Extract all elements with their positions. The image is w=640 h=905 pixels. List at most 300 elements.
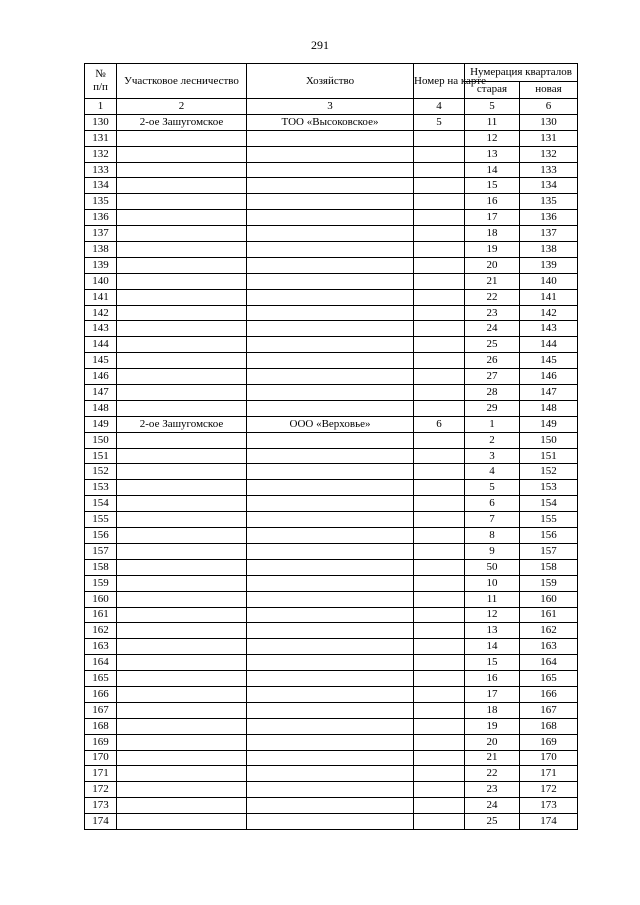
old-quarter-cell: 15 [465,178,520,194]
row-number-cell: 157 [85,543,117,559]
farm-cell [247,448,414,464]
farm-cell [247,226,414,242]
old-quarter-cell: 21 [465,750,520,766]
table-row [85,416,578,432]
farm-cell [247,194,414,210]
old-quarter-cell: 20 [465,734,520,750]
map-number-cell [414,607,465,623]
row-number-cell: 132 [85,146,117,162]
farm-cell [247,512,414,528]
new-quarter-cell: 135 [520,194,578,210]
new-quarter-cell: 137 [520,226,578,242]
table-row [85,321,578,337]
table-row [85,750,578,766]
map-number-cell: 5 [414,114,465,130]
forestry-cell [117,734,247,750]
forestry-cell [117,337,247,353]
forestry-cell [117,671,247,687]
farm-cell [247,718,414,734]
column-index-cell: 1 [85,99,117,115]
new-quarter-cell: 163 [520,639,578,655]
table-row [85,242,578,258]
header-farm-label: Хозяйство [305,74,355,87]
farm-cell [247,575,414,591]
farm-cell [247,607,414,623]
new-quarter-cell: 172 [520,782,578,798]
row-number-cell: 152 [85,464,117,480]
farm-cell [247,257,414,273]
new-quarter-cell: 142 [520,305,578,321]
old-quarter-cell: 24 [465,798,520,814]
farm-cell: ООО «Верховье» [247,416,414,432]
farm-cell [247,273,414,289]
forestry-cell [117,321,247,337]
row-number-cell: 136 [85,210,117,226]
forestry-cell [117,130,247,146]
table-row [85,114,578,130]
farm-cell [247,242,414,258]
forestry-cell [117,798,247,814]
forestry-cell [117,369,247,385]
map-number-cell [414,400,465,416]
forestry-cell [117,814,247,830]
map-number-cell [414,273,465,289]
row-number-cell: 160 [85,591,117,607]
map-number-cell [414,559,465,575]
header-forestry-label: Участковое лесничество [124,74,239,87]
table-row [85,543,578,559]
map-number-cell [414,162,465,178]
row-number-cell: 137 [85,226,117,242]
table-row [85,337,578,353]
old-quarter-cell: 23 [465,782,520,798]
row-number-cell: 144 [85,337,117,353]
column-index-cell: 5 [465,99,520,115]
table-row [85,448,578,464]
farm-cell [247,591,414,607]
farm-cell [247,464,414,480]
new-quarter-cell: 168 [520,718,578,734]
new-quarter-cell: 138 [520,242,578,258]
table-row [85,496,578,512]
new-quarter-cell: 149 [520,416,578,432]
new-quarter-cell: 157 [520,543,578,559]
farm-cell [247,178,414,194]
map-number-cell [414,686,465,702]
old-quarter-cell: 6 [465,496,520,512]
forestry-cell [117,353,247,369]
old-quarter-cell: 17 [465,210,520,226]
old-quarter-cell: 11 [465,114,520,130]
row-number-cell: 171 [85,766,117,782]
map-number-cell [414,257,465,273]
row-number-cell: 173 [85,798,117,814]
new-quarter-cell: 167 [520,702,578,718]
forestry-cell [117,226,247,242]
old-quarter-cell: 25 [465,337,520,353]
map-number-cell [414,591,465,607]
column-index-cell: 6 [520,99,578,115]
table-row [85,575,578,591]
new-quarter-cell: 148 [520,400,578,416]
map-number-cell [414,385,465,401]
table-row [85,782,578,798]
old-quarter-cell: 28 [465,385,520,401]
table-row [85,400,578,416]
map-number-cell [414,369,465,385]
forestry-cell [117,718,247,734]
farm-cell [247,655,414,671]
table-row [85,146,578,162]
forestry-cell [117,543,247,559]
table-row [85,432,578,448]
header-quarter-numbering [465,64,578,82]
old-quarter-cell: 18 [465,226,520,242]
old-quarter-cell: 26 [465,353,520,369]
map-number-cell [414,194,465,210]
row-number-cell: 140 [85,273,117,289]
map-number-cell [414,305,465,321]
row-number-cell: 147 [85,385,117,401]
old-quarter-cell: 5 [465,480,520,496]
row-number-cell: 158 [85,559,117,575]
table-row [85,528,578,544]
table-row [85,353,578,369]
map-number-cell [414,337,465,353]
table-row [85,766,578,782]
old-quarter-cell: 14 [465,639,520,655]
forestry-cell [117,496,247,512]
row-number-cell: 165 [85,671,117,687]
farm-cell [247,543,414,559]
forestry-cell [117,591,247,607]
table-row [85,162,578,178]
farm-cell: ТОО «Высоковское» [247,114,414,130]
old-quarter-cell: 29 [465,400,520,416]
forestry-cell [117,655,247,671]
map-number-cell [414,623,465,639]
map-number-cell [414,782,465,798]
row-number-cell: 130 [85,114,117,130]
farm-cell [247,353,414,369]
row-number-cell: 142 [85,305,117,321]
table-row [85,655,578,671]
header-farm [247,64,414,99]
forestry-cell [117,400,247,416]
map-number-cell [414,130,465,146]
column-index-cell: 4 [414,99,465,115]
old-quarter-cell: 13 [465,146,520,162]
column-index-row [85,99,578,115]
row-number-cell: 172 [85,782,117,798]
new-quarter-cell: 164 [520,655,578,671]
table-row [85,623,578,639]
old-quarter-cell: 14 [465,162,520,178]
table-row [85,639,578,655]
new-quarter-cell: 173 [520,798,578,814]
map-number-cell [414,432,465,448]
table-row [85,480,578,496]
forestry-cell [117,210,247,226]
map-number-cell [414,464,465,480]
old-quarter-cell: 2 [465,432,520,448]
farm-cell [247,385,414,401]
map-number-cell [414,671,465,687]
forestry-cell [117,686,247,702]
header-num [85,64,117,99]
table-row [85,210,578,226]
forestry-cell [117,273,247,289]
new-quarter-cell: 162 [520,623,578,639]
farm-cell [247,639,414,655]
forestry-cell [117,559,247,575]
table-row [85,591,578,607]
map-number-cell [414,750,465,766]
old-quarter-cell: 21 [465,273,520,289]
old-quarter-cell: 12 [465,607,520,623]
row-number-cell: 154 [85,496,117,512]
row-number-cell: 174 [85,814,117,830]
forestry-cell [117,162,247,178]
table-row [85,734,578,750]
forestry-cell [117,623,247,639]
old-quarter-cell: 15 [465,655,520,671]
table-row [85,273,578,289]
new-quarter-cell: 131 [520,130,578,146]
row-number-cell: 156 [85,528,117,544]
forestry-cell [117,702,247,718]
table-body [85,114,578,829]
forestry-cell [117,257,247,273]
map-number-cell [414,734,465,750]
forest-quarters-table [84,63,578,830]
new-quarter-cell: 147 [520,385,578,401]
farm-cell [247,671,414,687]
old-quarter-cell: 9 [465,543,520,559]
map-number-cell [414,146,465,162]
map-number-cell [414,242,465,258]
old-quarter-cell: 17 [465,686,520,702]
new-quarter-cell: 174 [520,814,578,830]
row-number-cell: 159 [85,575,117,591]
map-number-cell [414,702,465,718]
forestry-cell [117,782,247,798]
new-quarter-cell: 144 [520,337,578,353]
old-quarter-cell: 19 [465,242,520,258]
farm-cell [247,782,414,798]
row-number-cell: 138 [85,242,117,258]
farm-cell [247,623,414,639]
map-number-cell [414,496,465,512]
forestry-cell [117,432,247,448]
table-row [85,385,578,401]
row-number-cell: 145 [85,353,117,369]
new-quarter-cell: 151 [520,448,578,464]
row-number-cell: 161 [85,607,117,623]
new-quarter-cell: 160 [520,591,578,607]
row-number-cell: 148 [85,400,117,416]
new-quarter-cell: 134 [520,178,578,194]
new-quarter-cell: 170 [520,750,578,766]
map-number-cell [414,543,465,559]
farm-cell [247,210,414,226]
map-number-cell [414,448,465,464]
farm-cell [247,337,414,353]
new-quarter-cell: 133 [520,162,578,178]
farm-cell [247,130,414,146]
old-quarter-cell: 13 [465,623,520,639]
row-number-cell: 141 [85,289,117,305]
forestry-cell [117,289,247,305]
farm-cell [247,798,414,814]
farm-cell [247,162,414,178]
row-number-cell: 134 [85,178,117,194]
farm-cell [247,289,414,305]
old-quarter-cell: 4 [465,464,520,480]
forestry-cell [117,766,247,782]
row-number-cell: 150 [85,432,117,448]
new-quarter-cell: 145 [520,353,578,369]
table-row [85,369,578,385]
map-number-cell: 6 [414,416,465,432]
forestry-cell [117,194,247,210]
farm-cell [247,702,414,718]
new-quarter-cell: 141 [520,289,578,305]
row-number-cell: 155 [85,512,117,528]
old-quarter-cell: 7 [465,512,520,528]
new-quarter-cell: 132 [520,146,578,162]
farm-cell [247,750,414,766]
header-old: старая [465,81,520,99]
row-number-cell: 168 [85,718,117,734]
new-quarter-cell: 150 [520,432,578,448]
farm-cell [247,305,414,321]
old-quarter-cell: 10 [465,575,520,591]
column-index-cell: 2 [117,99,247,115]
map-number-cell [414,718,465,734]
map-number-cell [414,528,465,544]
old-quarter-cell: 16 [465,671,520,687]
new-quarter-cell: 171 [520,766,578,782]
table-row [85,512,578,528]
forestry-cell [117,575,247,591]
map-number-cell [414,480,465,496]
map-number-cell [414,321,465,337]
forestry-cell [117,639,247,655]
new-quarter-cell: 139 [520,257,578,273]
map-number-cell [414,210,465,226]
old-quarter-cell: 11 [465,591,520,607]
forestry-cell [117,242,247,258]
forestry-cell [117,464,247,480]
table-row [85,305,578,321]
new-quarter-cell: 153 [520,480,578,496]
forestry-cell [117,178,247,194]
table-row [85,464,578,480]
farm-cell [247,734,414,750]
row-number-cell: 163 [85,639,117,655]
farm-cell [247,528,414,544]
table-row [85,178,578,194]
new-quarter-cell: 140 [520,273,578,289]
new-quarter-cell: 159 [520,575,578,591]
row-number-cell: 153 [85,480,117,496]
old-quarter-cell: 1 [465,416,520,432]
table-row [85,130,578,146]
header-num-label: № п/п [93,68,108,93]
map-number-cell [414,639,465,655]
row-number-cell: 143 [85,321,117,337]
row-number-cell: 166 [85,686,117,702]
old-quarter-cell: 3 [465,448,520,464]
map-number-cell [414,353,465,369]
farm-cell [247,321,414,337]
table-row [85,257,578,273]
forestry-cell [117,750,247,766]
table-row [85,702,578,718]
table-header [85,64,578,115]
farm-cell [247,369,414,385]
old-quarter-cell: 20 [465,257,520,273]
forestry-cell [117,528,247,544]
row-number-cell: 170 [85,750,117,766]
map-number-cell [414,798,465,814]
row-number-cell: 149 [85,416,117,432]
old-quarter-cell: 12 [465,130,520,146]
new-quarter-cell: 155 [520,512,578,528]
farm-cell [247,496,414,512]
old-quarter-cell: 16 [465,194,520,210]
table-row [85,671,578,687]
header-new: новая [520,81,578,99]
forestry-cell [117,480,247,496]
new-quarter-cell: 146 [520,369,578,385]
table-row [85,814,578,830]
forestry-cell [117,607,247,623]
map-number-cell [414,178,465,194]
new-quarter-cell: 156 [520,528,578,544]
forestry-cell [117,385,247,401]
farm-cell [247,432,414,448]
header-map-number-label: Номер на карте [414,74,486,87]
map-number-cell [414,575,465,591]
new-quarter-cell: 158 [520,559,578,575]
farm-cell [247,400,414,416]
new-quarter-cell: 165 [520,671,578,687]
row-number-cell: 167 [85,702,117,718]
row-number-cell: 164 [85,655,117,671]
new-quarter-cell: 161 [520,607,578,623]
new-quarter-cell: 169 [520,734,578,750]
row-number-cell: 146 [85,369,117,385]
map-number-cell [414,655,465,671]
farm-cell [247,480,414,496]
old-quarter-cell: 27 [465,369,520,385]
row-number-cell: 169 [85,734,117,750]
row-number-cell: 162 [85,623,117,639]
forestry-cell [117,305,247,321]
row-number-cell: 139 [85,257,117,273]
new-quarter-cell: 130 [520,114,578,130]
farm-cell [247,814,414,830]
old-quarter-cell: 25 [465,814,520,830]
map-number-cell [414,226,465,242]
row-number-cell: 131 [85,130,117,146]
forestry-cell [117,146,247,162]
old-quarter-cell: 19 [465,718,520,734]
table-row [85,194,578,210]
old-quarter-cell: 50 [465,559,520,575]
